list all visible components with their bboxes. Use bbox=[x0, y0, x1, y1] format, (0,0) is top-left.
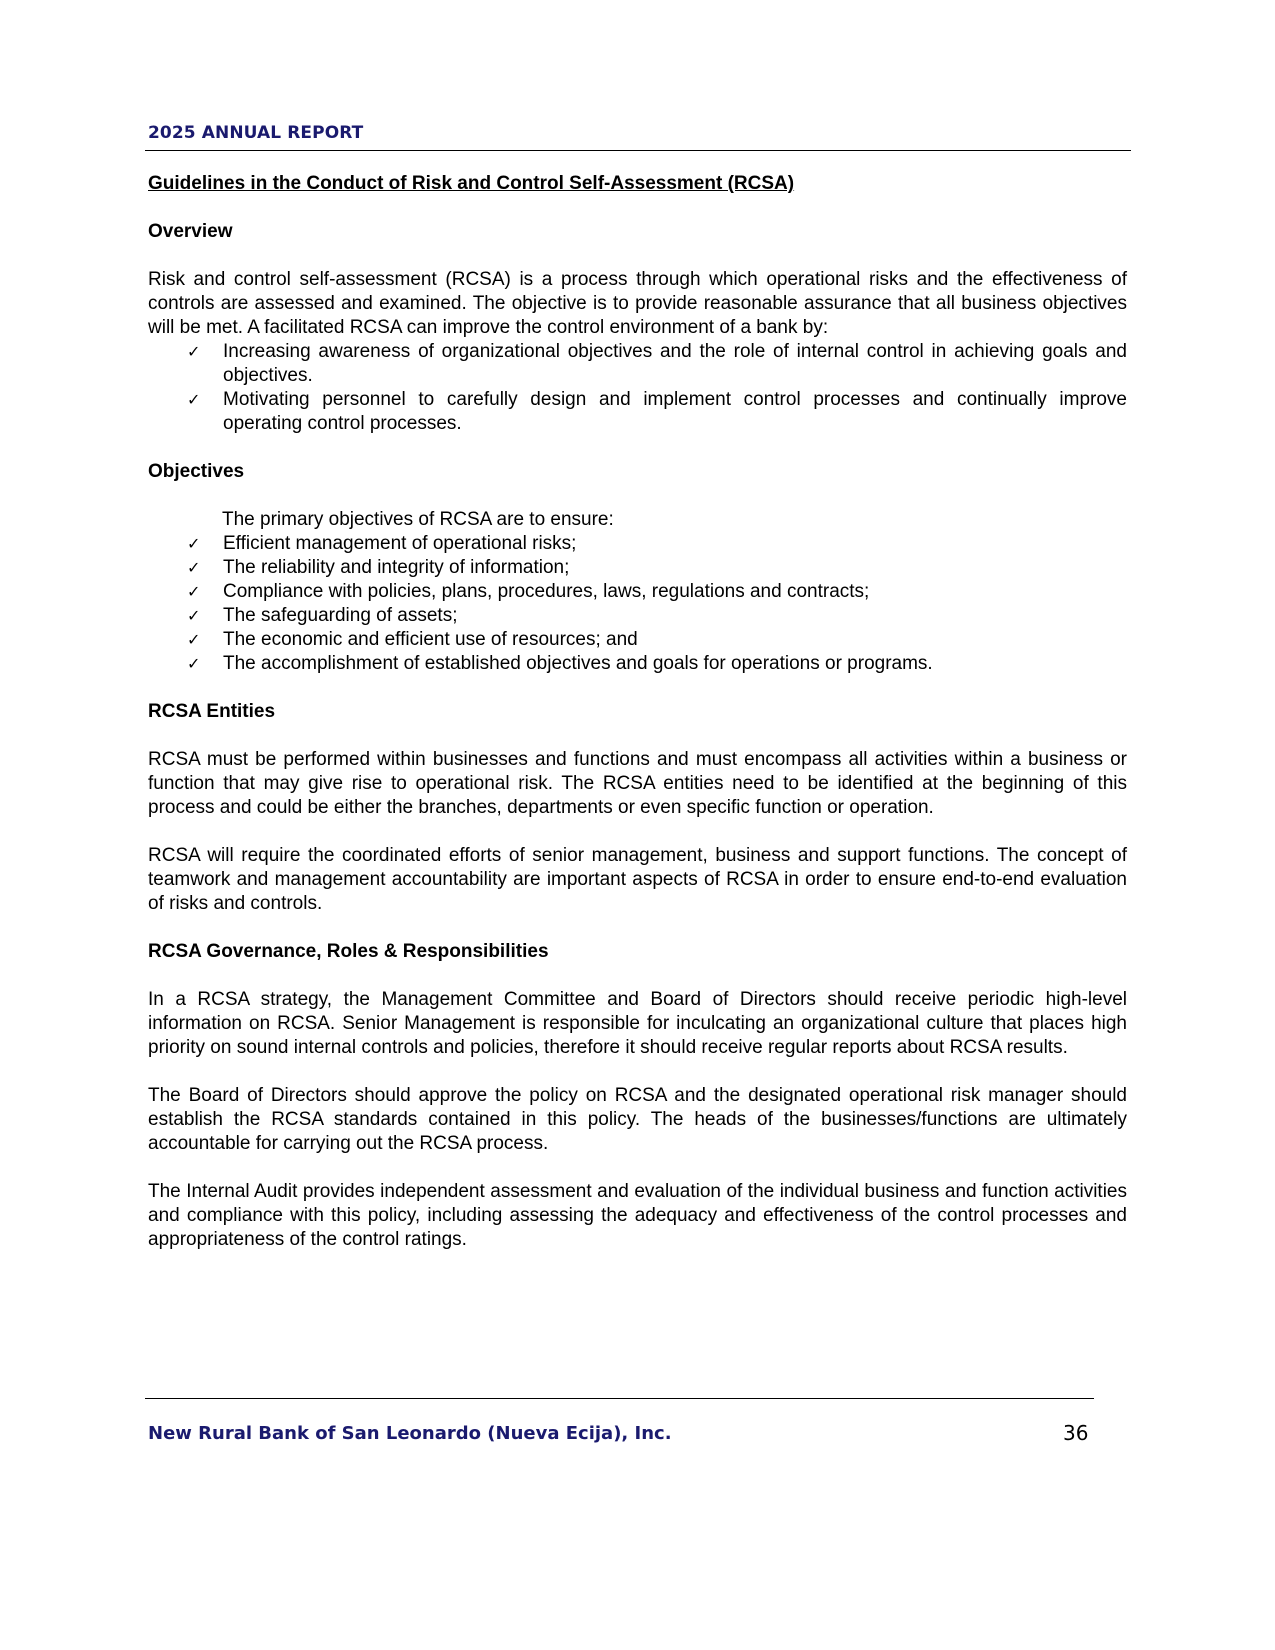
check-icon: ✓ bbox=[187, 582, 201, 601]
page-number: 36 bbox=[1063, 1421, 1089, 1445]
header-divider bbox=[145, 150, 1131, 151]
page-content bbox=[148, 172, 1127, 1276]
overview-heading: Overview bbox=[148, 221, 233, 242]
footer-bank-name: New Rural Bank of San Leonardo (Nueva Ecija), Inc. bbox=[148, 1423, 672, 1444]
check-icon: ✓ bbox=[187, 654, 201, 673]
list-item bbox=[148, 340, 1127, 388]
check-icon: ✓ bbox=[187, 558, 201, 577]
list-item-text: The safeguarding of assets; bbox=[223, 605, 458, 626]
list-item-text: Compliance with policies, plans, procedures, laws, regulations and contracts; bbox=[223, 581, 870, 602]
list-item-text: Efficient management of operational risks; bbox=[223, 533, 577, 554]
objectives-heading: Objectives bbox=[148, 461, 245, 482]
list-item-text: The accomplishment of established objectives and goals for operations or programs. bbox=[223, 653, 933, 674]
objectives-intro: The primary objectives of RCSA are to ensure: bbox=[222, 509, 614, 530]
entities-paragraph: RCSA will require the coordinated efforts of senior management, business and support functions. The concept of teamwork and management accountability are important aspects of RCSA in order to ensure end-to-end evaluation of risks and controls. bbox=[148, 845, 1127, 914]
list-item bbox=[148, 388, 1127, 436]
list-item-text: The reliability and integrity of information; bbox=[223, 557, 570, 578]
list-item bbox=[148, 556, 1127, 580]
check-icon: ✓ bbox=[187, 534, 201, 553]
footer-divider bbox=[145, 1398, 1094, 1399]
check-icon: ✓ bbox=[187, 342, 201, 361]
list-item bbox=[148, 652, 1127, 676]
check-icon: ✓ bbox=[187, 630, 201, 649]
document-title: Guidelines in the Conduct of Risk and Control Self-Assessment (RCSA) bbox=[148, 173, 795, 194]
list-item-text: Motivating personnel to carefully design and implement control processes and continually improve operating control processes. bbox=[223, 389, 1127, 434]
entities-heading: RCSA Entities bbox=[148, 701, 276, 722]
list-item-text: The economic and efficient use of resources; and bbox=[223, 629, 638, 650]
governance-paragraph: The Board of Directors should approve the policy on RCSA and the designated operational risk manager should establish the RCSA standards contained in this policy. The heads of the businesses/functions are ultimately accountable for carrying out the RCSA process. bbox=[148, 1085, 1127, 1154]
governance-paragraph: The Internal Audit provides independent assessment and evaluation of the individual business and function activities and compliance with this policy, including assessing the adequacy and effectiveness of the control processes and appropriateness of the control ratings. bbox=[148, 1181, 1127, 1250]
overview-checklist bbox=[148, 340, 1127, 436]
list-item bbox=[148, 580, 1127, 604]
governance-paragraph: In a RCSA strategy, the Management Committee and Board of Directors should receive periodic high-level information on RCSA. Senior Management is responsible for inculcating an organizational culture that places high priority on sound internal controls and policies, therefore it should receive regular reports about RCSA results. bbox=[148, 989, 1127, 1058]
entities-paragraph: RCSA must be performed within businesses and functions and must encompass all activities within a business or function that may give rise to operational risk. The RCSA entities need to be identified at the beginning of this process and could be either the branches, departments or even specific function or operation. bbox=[148, 749, 1127, 818]
list-item-text: Increasing awareness of organizational objectives and the role of internal control in achieving goals and objectives. bbox=[223, 341, 1127, 386]
list-item bbox=[148, 628, 1127, 652]
governance-heading: RCSA Governance, Roles & Responsibilities bbox=[148, 941, 549, 962]
check-icon: ✓ bbox=[187, 606, 201, 625]
report-header-title: 2025 ANNUAL REPORT bbox=[148, 123, 364, 143]
check-icon: ✓ bbox=[187, 390, 201, 409]
list-item bbox=[148, 604, 1127, 628]
objectives-checklist bbox=[148, 532, 1127, 676]
list-item bbox=[148, 532, 1127, 556]
overview-paragraph: Risk and control self-assessment (RCSA) is a process through which operational risks and the effectiveness of controls are assessed and examined. The objective is to provide reasonable assurance that all business objectives will be met. A facilitated RCSA can improve the control environment of a bank by: bbox=[148, 269, 1127, 338]
